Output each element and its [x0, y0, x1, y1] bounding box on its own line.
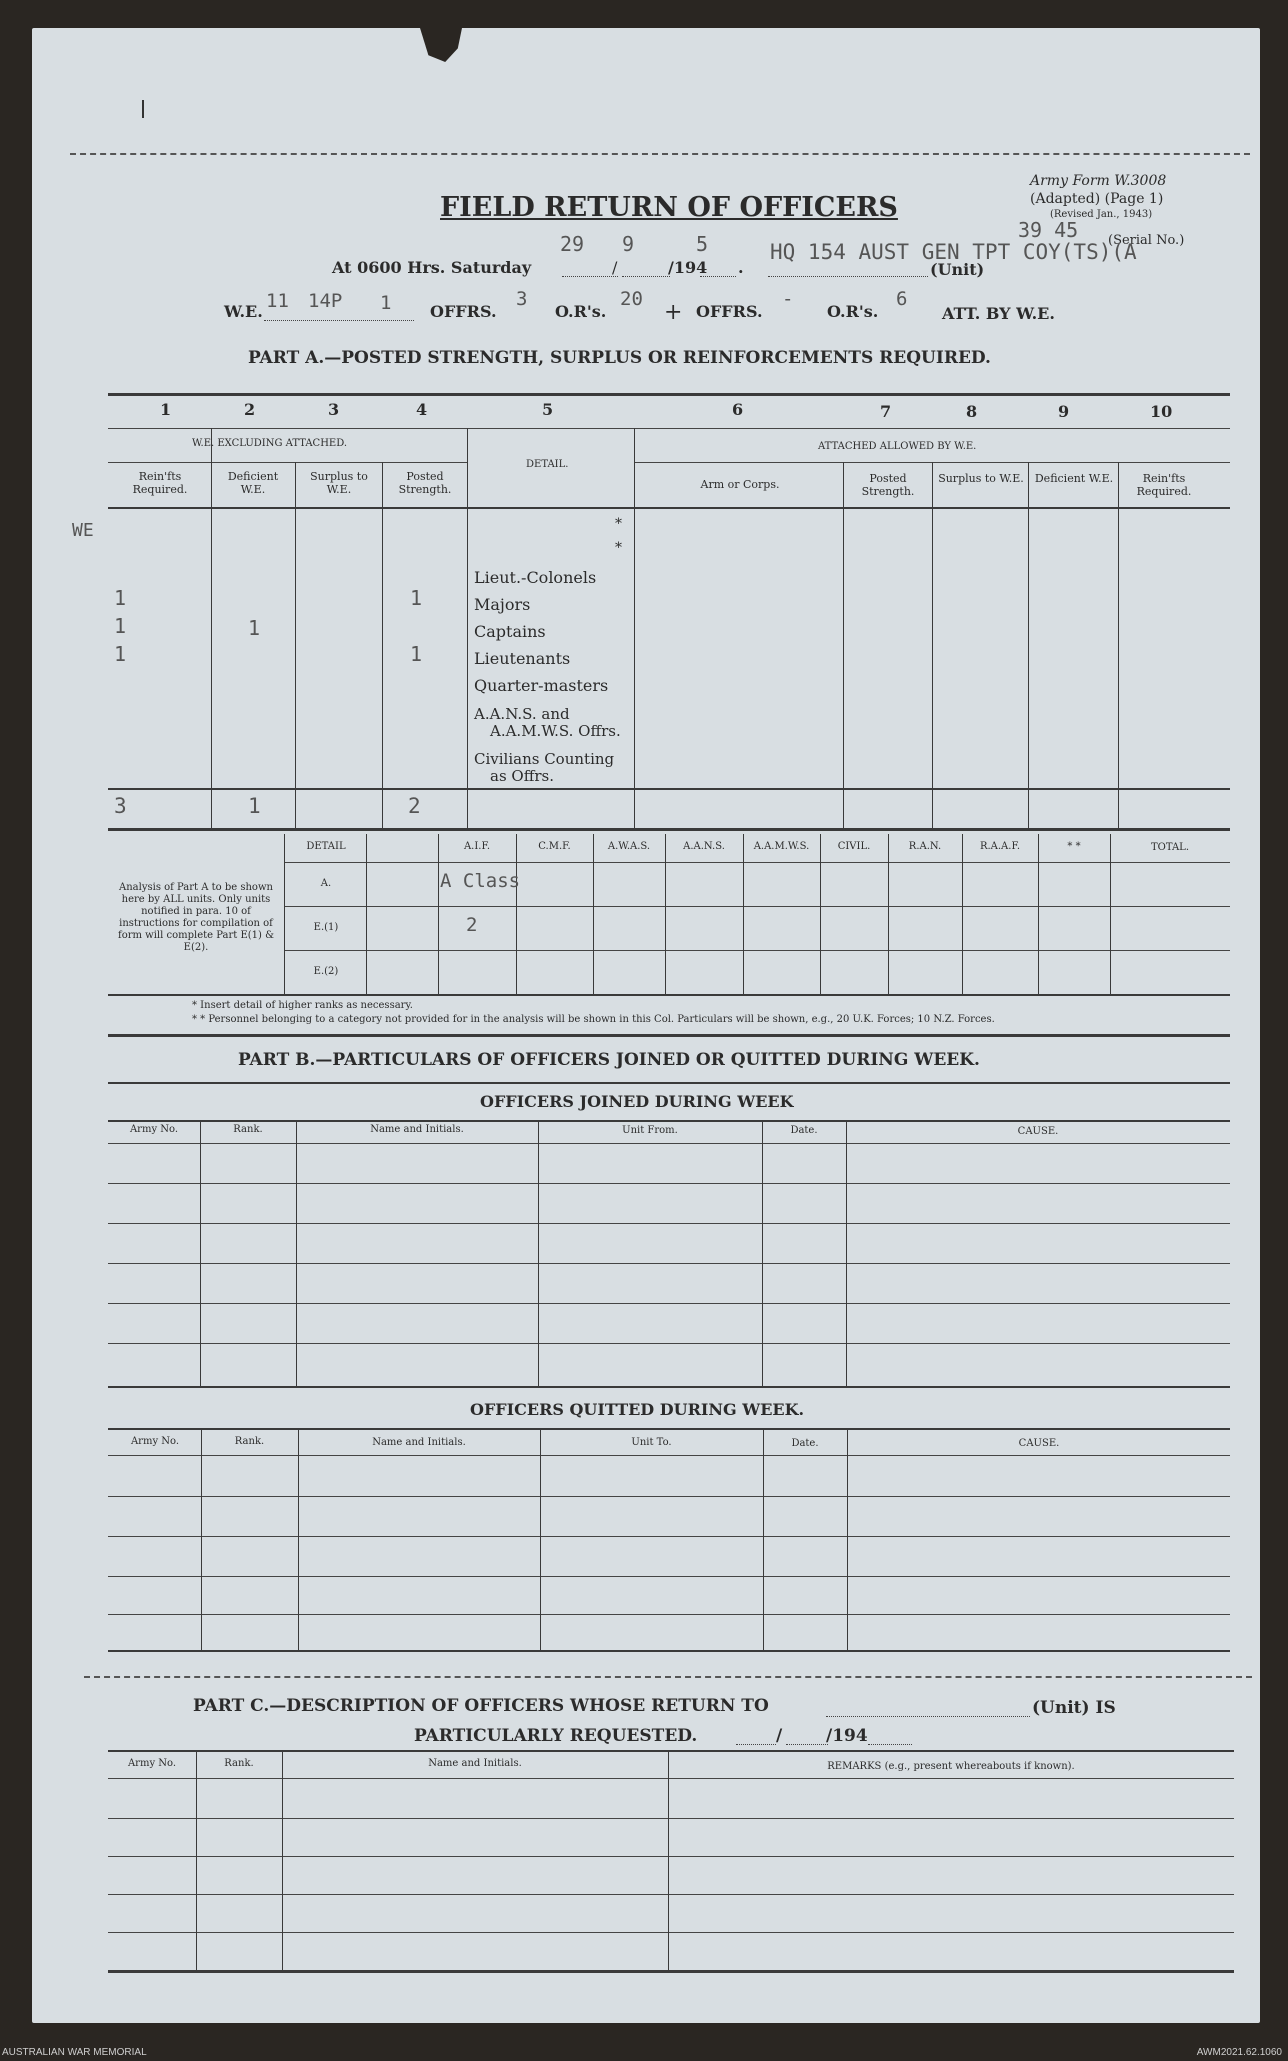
joined-header-unit-from: Unit From. — [622, 1125, 678, 1136]
rank-quartermasters: Quarter-masters — [474, 676, 609, 695]
part-c-bottom-rule — [108, 1970, 1234, 1973]
col4-majors: 1 — [410, 586, 423, 610]
col-number-7: 7 — [880, 402, 892, 421]
year-prefix: /194 — [668, 258, 708, 277]
part-b-title: PART B.—PARTICULARS OF OFFICERS JOINED OR QUITTED DURING WEEK. — [238, 1050, 980, 1070]
quitted-header-name: Name and Initials. — [372, 1437, 466, 1448]
analysis-header-cmf: C.M.F. — [538, 841, 571, 852]
part-c-header-army-no: Army No. — [127, 1758, 177, 1769]
analysis-col-line — [888, 834, 889, 994]
footer-left: AUSTRALIAN WAR MEMORIAL — [2, 2047, 147, 2058]
part-c-row-rule — [108, 1818, 1234, 1819]
star-mark-1: * — [615, 516, 622, 532]
rank-civilians-2: as Offrs. — [490, 767, 554, 785]
analysis-header-civil: CIVIL. — [837, 841, 871, 852]
pencil-mark — [142, 100, 144, 118]
analysis-row-a: A. — [320, 878, 332, 889]
footnote-1: * Insert detail of higher ranks as necessary. — [192, 1000, 413, 1011]
analysis-row-e1: E.(1) — [313, 922, 339, 933]
analysis-col-line — [366, 834, 367, 994]
unit-label: (Unit) — [930, 260, 985, 279]
part-c-slash: / — [776, 1726, 783, 1746]
adapted-label: (Adapted) (Page 1) — [1030, 191, 1164, 207]
date-year: 5 — [696, 232, 709, 256]
rank-majors: Majors — [474, 595, 531, 614]
offrs2-label: OFFRS. — [696, 302, 763, 321]
part-c-col-line — [282, 1750, 283, 1970]
quitted-header-unit-to: Unit To. — [631, 1437, 672, 1448]
rank-captains: Captains — [474, 622, 546, 641]
analysis-header-other: * * — [1067, 841, 1081, 852]
analysis-col-line — [820, 834, 821, 994]
period: . — [738, 258, 744, 277]
total-col1: 3 — [114, 794, 127, 818]
quitted-bottom-rule — [108, 1650, 1230, 1652]
date-month: 9 — [622, 232, 635, 256]
joined-col-line — [762, 1120, 763, 1386]
analysis-col-line — [1110, 834, 1111, 994]
part-c-row-rule — [108, 1932, 1234, 1933]
joined-header-date: Date. — [790, 1125, 818, 1136]
part-c-top-rule — [108, 1750, 1234, 1752]
header-reinfts: Rein'fts Required. — [132, 470, 188, 496]
joined-header-name: Name and Initials. — [370, 1124, 464, 1135]
part-c-header-rank: Rank. — [224, 1758, 254, 1769]
analysis-col-line — [593, 834, 594, 994]
header-surplus: Surplus to W.E. — [310, 470, 368, 496]
col-line — [932, 462, 933, 828]
we-value-2: 14P — [308, 290, 343, 312]
header-posted-att: Posted Strength. — [861, 472, 915, 498]
offrs-label: OFFRS. — [430, 302, 497, 321]
footnote-2: * * Personnel belonging to a category not provided for in the analysis will be shown in this Col. Particulars will be shown, e.g., 20 U.K. Forces; 10 N.Z. Forces. — [192, 1014, 995, 1025]
part-c-perforation — [84, 1676, 1252, 1678]
analysis-col-line — [284, 834, 285, 994]
part-c-month-line — [786, 1744, 828, 1745]
part-c-header-rule — [108, 1778, 1234, 1779]
col1-majors: 1 — [114, 586, 127, 610]
analysis-col-line — [438, 834, 439, 994]
quitted-header-date: Date. — [791, 1438, 819, 1449]
col-number-10: 10 — [1150, 402, 1173, 421]
quitted-row-rule — [108, 1496, 1230, 1497]
e1-aif-value: 2 — [466, 914, 478, 936]
part-b-top-rule — [108, 1034, 1230, 1037]
joined-title: OFFICERS JOINED DURING WEEK — [480, 1092, 794, 1111]
col-number-8: 8 — [966, 402, 978, 421]
part-c-line2: PARTICULARLY REQUESTED. — [414, 1726, 698, 1746]
col-number-6: 6 — [732, 400, 744, 419]
joined-row-rule — [108, 1303, 1230, 1304]
unit-value: HQ 154 AUST GEN TPT COY(TS)(A — [770, 240, 1137, 264]
joined-col-line — [200, 1120, 201, 1386]
total-col2: 1 — [248, 794, 261, 818]
col4-lieutenants: 1 — [410, 642, 423, 666]
header-reinfts-att: Rein'fts Required. — [1136, 472, 1192, 498]
analysis-note: Analysis of Part A to be shown here by ALL units. Only units notified in para. 10 of instructions for compilation of form will complete Part E(1) & E(2). — [118, 882, 274, 953]
perforation-line — [70, 153, 1250, 155]
analysis-header-awas: A.W.A.S. — [607, 841, 651, 852]
quitted-header-cause: CAUSE. — [1018, 1438, 1060, 1449]
at-line: At 0600 Hrs. Saturday — [332, 258, 532, 277]
part-c-unit-line — [826, 1716, 1030, 1717]
rank-lieutenants: Lieutenants — [474, 649, 571, 668]
analysis-header-total: TOTAL. — [1150, 842, 1190, 853]
header-posted: Posted Strength. — [398, 470, 452, 496]
quitted-col-line — [763, 1428, 764, 1650]
quitted-header-rule — [108, 1455, 1230, 1456]
rank-civilians-1: Civilians Counting — [474, 750, 615, 768]
analysis-header-aamws: A.A.M.W.S. — [753, 841, 810, 852]
col-number-5: 5 — [542, 400, 554, 419]
totals-top-rule — [108, 788, 1230, 790]
joined-col-line — [296, 1120, 297, 1386]
quitted-top-rule — [108, 1428, 1230, 1430]
part-c-unit-is: (Unit) IS — [1032, 1698, 1116, 1718]
col-number-4: 4 — [416, 400, 428, 419]
joined-row-rule — [108, 1223, 1230, 1224]
joined-row-rule — [108, 1343, 1230, 1344]
col-line — [1028, 462, 1029, 828]
analysis-row-rule — [284, 906, 1230, 907]
offrs2-value: - — [782, 288, 794, 310]
quitted-row-rule — [108, 1614, 1230, 1615]
quitted-title: OFFICERS QUITTED DURING WEEK. — [470, 1400, 805, 1419]
analysis-header-aif: A.I.F. — [463, 841, 491, 852]
analysis-header-raaf: R.A.A.F. — [979, 841, 1021, 852]
plus-sign: + — [664, 300, 683, 325]
we-value-1: 11 — [266, 290, 289, 312]
part-c-row-rule — [108, 1856, 1234, 1857]
detail-header: DETAIL. — [526, 459, 569, 470]
joined-header-cause: CAUSE. — [1017, 1126, 1059, 1137]
part-c-row-rule — [108, 1894, 1234, 1895]
a-class-value: A Class — [440, 870, 521, 892]
col-line — [1118, 462, 1119, 828]
part-c-year-line — [868, 1744, 912, 1745]
col-number-9: 9 — [1058, 402, 1070, 421]
total-col4: 2 — [408, 794, 421, 818]
ors2-value: 6 — [896, 288, 908, 310]
quitted-row-rule — [108, 1576, 1230, 1577]
quitted-col-line — [540, 1428, 541, 1650]
col2-captains: 1 — [248, 616, 261, 640]
part-c-header-name: Name and Initials. — [428, 1758, 522, 1769]
rank-aans-1: A.A.N.S. and — [474, 705, 570, 723]
att-label: ATT. BY W.E. — [942, 304, 1055, 323]
analysis-col-line — [665, 834, 666, 994]
quitted-header-army-no: Army No. — [130, 1436, 180, 1447]
analysis-col-line — [962, 834, 963, 994]
joined-bottom-rule — [108, 1386, 1230, 1388]
ors2-label: O.R's. — [827, 302, 879, 321]
part-a-title: PART A.—POSTED STRENGTH, SURPLUS OR REINFORCEMENTS REQUIRED. — [248, 348, 991, 368]
part-c-header-remarks: REMARKS (e.g., present whereabouts if known). — [827, 1761, 1075, 1772]
footer-right: AWM2021.62.1060 — [1196, 2047, 1282, 2058]
part-b-rule — [108, 1082, 1230, 1084]
date-slash: / — [612, 258, 618, 277]
ors-label: O.R's. — [555, 302, 607, 321]
we-margin-mark: WE — [72, 520, 94, 541]
header-deficient: Deficient W.E. — [227, 470, 279, 496]
we-label: W.E. — [224, 302, 263, 321]
col-number-1: 1 — [160, 400, 172, 419]
offrs-value: 3 — [516, 288, 528, 310]
quitted-row-rule — [108, 1536, 1230, 1537]
joined-col-line — [846, 1120, 847, 1386]
col-line — [211, 428, 212, 828]
rank-aans-2: A.A.M.W.S. Offrs. — [490, 722, 621, 740]
col-line — [295, 462, 296, 828]
army-form-label: Army Form W.3008 — [1030, 173, 1167, 189]
quitted-col-line — [847, 1428, 848, 1650]
joined-row-rule — [108, 1183, 1230, 1184]
part-c-day-line — [736, 1744, 776, 1745]
we-value-3: 1 — [380, 292, 392, 314]
date-day: 29 — [560, 232, 585, 256]
analysis-header-aans: A.A.N.S. — [683, 841, 725, 852]
col1-lieutenants: 1 — [114, 642, 127, 666]
part-a-number-rule — [108, 428, 1230, 429]
col-number-3: 3 — [328, 400, 340, 419]
joined-header-rank: Rank. — [233, 1124, 263, 1135]
col-line — [467, 428, 468, 828]
quitted-col-line — [298, 1428, 299, 1650]
we-excl-label: W.E. EXCLUDING ATTACHED. — [192, 438, 348, 449]
analysis-col-line — [516, 834, 517, 994]
joined-row-rule — [108, 1263, 1230, 1264]
analysis-col-line — [1038, 834, 1039, 994]
unit-line — [768, 276, 928, 277]
analysis-header-rule — [284, 862, 1230, 863]
date-day-line — [562, 276, 618, 277]
part-c-title: PART C.—DESCRIPTION OF OFFICERS WHOSE RETURN TO — [193, 1696, 769, 1716]
part-a-top-rule — [108, 393, 1230, 396]
analysis-row-e2: E.(2) — [313, 966, 339, 977]
form-paper — [32, 28, 1260, 2023]
header-arm-corps: Arm or Corps. — [700, 478, 780, 491]
serial-value: 39 45 — [1018, 218, 1079, 242]
date-month-line — [622, 276, 670, 277]
page-title: FIELD RETURN OF OFFICERS — [440, 192, 898, 223]
rank-lieut-colonels: Lieut.-Colonels — [474, 568, 597, 587]
analysis-header-ran: R.A.N. — [908, 841, 942, 852]
we-excl-rule — [108, 462, 468, 463]
header-bottom-rule — [108, 507, 1230, 509]
joined-header-army-no: Army No. — [129, 1124, 179, 1135]
revised-label: (Revised Jan., 1943) — [1050, 209, 1153, 220]
part-c-year: /194 — [826, 1726, 868, 1746]
joined-top-rule — [108, 1120, 1230, 1122]
col-line — [382, 462, 383, 828]
attached-label: ATTACHED ALLOWED BY W.E. — [818, 441, 977, 452]
analysis-col-line — [743, 834, 744, 994]
analysis-header-detail: DETAIL — [306, 841, 346, 852]
col1-captains: 1 — [114, 614, 127, 638]
ors-value: 20 — [620, 288, 643, 310]
year-line — [700, 276, 736, 277]
serial-label: (Serial No.) — [1108, 233, 1185, 248]
col-line — [843, 462, 844, 828]
joined-col-line — [538, 1120, 539, 1386]
part-c-col-line — [668, 1750, 669, 1970]
joined-header-rule — [108, 1143, 1230, 1144]
quitted-col-line — [201, 1428, 202, 1650]
header-surplus-att: Surplus to W.E. — [938, 472, 1024, 485]
part-c-col-line — [196, 1750, 197, 1970]
header-deficient-att: Deficient W.E. — [1034, 472, 1114, 485]
we-line — [264, 320, 414, 321]
col-number-2: 2 — [244, 400, 256, 419]
col-line — [634, 428, 635, 828]
analysis-bottom-rule — [108, 994, 1230, 996]
totals-bottom-rule — [108, 828, 1230, 831]
star-mark-2: * — [615, 540, 622, 556]
quitted-header-rank: Rank. — [234, 1436, 265, 1447]
analysis-row-rule — [284, 950, 1230, 951]
